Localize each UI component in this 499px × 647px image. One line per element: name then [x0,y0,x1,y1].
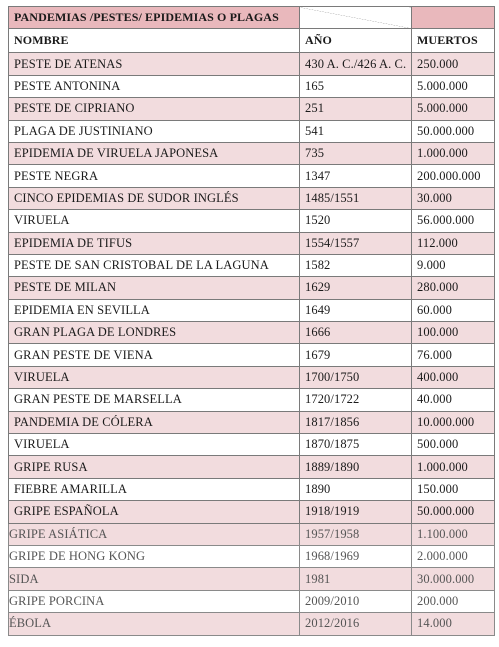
cell-muertos: 250.000 [412,53,495,75]
cell-muertos: 76.000 [412,344,495,366]
table-row [9,210,495,232]
table-row [9,142,495,164]
cell-anio: 1889/1890 [300,456,412,478]
cell-muertos: 400.000 [412,366,495,388]
cell-nombre: PESTE NEGRA [9,165,300,187]
cell-muertos: 112.000 [412,232,495,254]
cell-anio: 1582 [300,254,412,276]
cell-nombre: ÉBOLA [9,613,300,635]
cell-anio: 1554/1557 [300,232,412,254]
cell-muertos: 280.000 [412,277,495,299]
cell-anio: 1347 [300,165,412,187]
table-row [9,434,495,456]
cell-muertos: 200.000 [412,590,495,612]
pandemics-document [8,6,494,636]
table-row [9,344,495,366]
cell-nombre: GRIPE DE HONG KONG [9,545,300,567]
cell-anio: 1629 [300,277,412,299]
cell-anio: 1968/1969 [300,545,412,567]
cell-nombre: VIRUELA [9,366,300,388]
table-row [9,389,495,411]
table-row [9,613,495,635]
table-row [9,545,495,567]
cell-anio: 735 [300,142,412,164]
cell-muertos: 10.000.000 [412,411,495,433]
table-row [9,523,495,545]
cell-anio: 1981 [300,568,412,590]
cell-anio: 1666 [300,322,412,344]
cell-nombre: PESTE DE SAN CRISTOBAL DE LA LAGUNA [9,254,300,276]
cell-muertos: 60.000 [412,299,495,321]
cell-anio: 1720/1722 [300,389,412,411]
cell-anio: 1700/1750 [300,366,412,388]
cell-muertos: 500.000 [412,434,495,456]
cell-anio: 1649 [300,299,412,321]
cell-nombre: CINCO EPIDEMIAS DE SUDOR INGLÉS [9,187,300,209]
cell-muertos: 9.000 [412,254,495,276]
table-row [9,75,495,97]
table-row [9,501,495,523]
cell-muertos: 100.000 [412,322,495,344]
table-row [9,120,495,142]
cell-anio: 430 A. C./426 A. C. [300,53,412,75]
cell-anio: 165 [300,75,412,97]
cell-muertos: 200.000.000 [412,165,495,187]
column-header-muertos: MUERTOS [412,29,495,53]
cell-nombre: PESTE DE CIPRIANO [9,98,300,120]
cell-anio: 2009/2010 [300,590,412,612]
cell-nombre: GRAN PESTE DE MARSELLA [9,389,300,411]
cell-anio: 1957/1958 [300,523,412,545]
cell-anio: 1918/1919 [300,501,412,523]
cell-nombre: SIDA [9,568,300,590]
table-row [9,299,495,321]
cell-muertos: 5.000.000 [412,98,495,120]
cell-muertos: 30.000.000 [412,568,495,590]
table-row [9,53,495,75]
cell-anio: 1870/1875 [300,434,412,456]
cell-muertos: 150.000 [412,478,495,500]
cell-anio: 2012/2016 [300,613,412,635]
column-header-row [9,29,495,53]
cell-nombre: GRIPE PORCINA [9,590,300,612]
cell-nombre: PLAGA DE JUSTINIANO [9,120,300,142]
cell-muertos: 1.000.000 [412,456,495,478]
cell-nombre: PESTE ANTONINA [9,75,300,97]
cell-anio: 251 [300,98,412,120]
table-row [9,456,495,478]
cell-muertos: 50.000.000 [412,501,495,523]
cell-nombre: GRIPE ESPAÑOLA [9,501,300,523]
table-row [9,411,495,433]
cell-nombre: EPIDEMIA DE VIRUELA JAPONESA [9,142,300,164]
cell-muertos: 5.000.000 [412,75,495,97]
cell-nombre: EPIDEMIA EN SEVILLA [9,299,300,321]
cell-muertos: 40.000 [412,389,495,411]
blank-header-cell [412,7,495,29]
cell-muertos: 50.000.000 [412,120,495,142]
cell-anio: 1817/1856 [300,411,412,433]
table-row [9,98,495,120]
cell-anio: 541 [300,120,412,142]
cell-muertos: 56.000.000 [412,210,495,232]
cell-muertos: 2.000.000 [412,545,495,567]
table-row [9,478,495,500]
table-title-row [9,7,495,29]
cell-nombre: GRAN PLAGA DE LONDRES [9,322,300,344]
cell-nombre: PESTE DE MILAN [9,277,300,299]
table-row [9,254,495,276]
cell-nombre: VIRUELA [9,434,300,456]
cell-anio: 1890 [300,478,412,500]
cell-nombre: GRAN PESTE DE VIENA [9,344,300,366]
column-header-anio: AÑO [300,29,412,53]
cell-nombre: GRIPE ASIÁTICA [9,523,300,545]
table-row [9,187,495,209]
cell-muertos: 14.000 [412,613,495,635]
cell-nombre: GRIPE RUSA [9,456,300,478]
cell-anio: 1485/1551 [300,187,412,209]
diagonal-split-cell [300,7,412,29]
table-row [9,232,495,254]
cell-nombre: FIEBRE AMARILLA [9,478,300,500]
column-header-nombre: NOMBRE [9,29,300,53]
table-row [9,568,495,590]
table-row [9,322,495,344]
cell-muertos: 1.000.000 [412,142,495,164]
cell-muertos: 1.100.000 [412,523,495,545]
cell-anio: 1520 [300,210,412,232]
pandemics-table [8,6,495,636]
cell-nombre: PESTE DE ATENAS [9,53,300,75]
table-title: PANDEMIAS /PESTES/ EPIDEMIAS O PLAGAS [9,7,300,29]
cell-anio: 1679 [300,344,412,366]
table-row [9,590,495,612]
table-row [9,366,495,388]
cell-muertos: 30.000 [412,187,495,209]
cell-nombre: VIRUELA [9,210,300,232]
table-row [9,165,495,187]
table-row [9,277,495,299]
cell-nombre: PANDEMIA DE CÓLERA [9,411,300,433]
cell-nombre: EPIDEMIA DE TIFUS [9,232,300,254]
